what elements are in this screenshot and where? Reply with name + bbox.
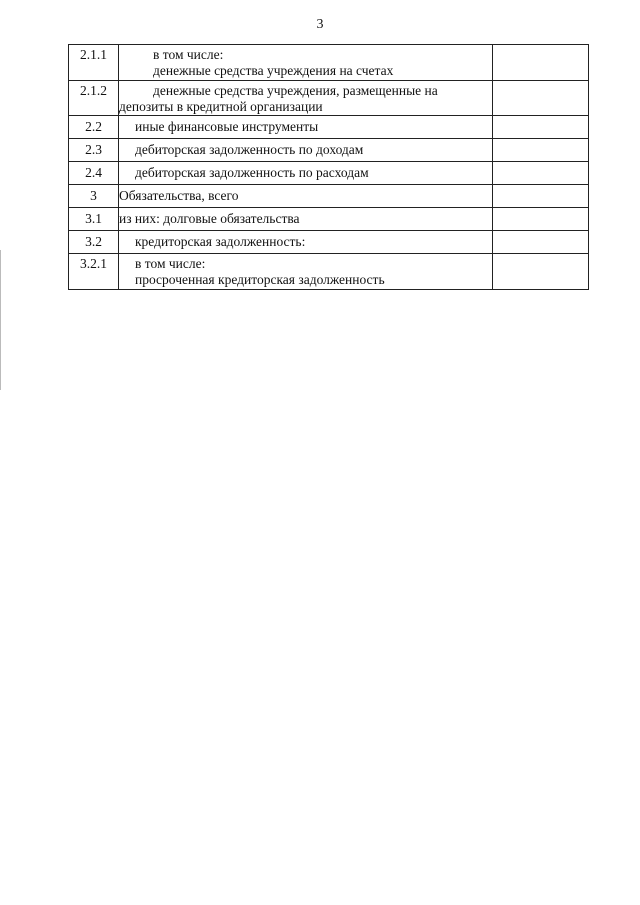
table-row: [69, 81, 589, 116]
scan-edge-mark: [0, 250, 1, 390]
value-cell: [493, 254, 589, 290]
table-row: [69, 162, 589, 185]
row-label-line: просроченная кредиторская задолженность: [135, 272, 385, 287]
row-number: 2.2: [69, 116, 119, 139]
row-number: 2.3: [69, 139, 119, 162]
value-cell: [493, 231, 589, 254]
row-label: [119, 162, 493, 185]
row-label-line: в том числе:: [135, 256, 206, 271]
value-cell: [493, 81, 589, 116]
row-number: 3: [69, 185, 119, 208]
row-label: [119, 45, 493, 81]
row-label: [119, 254, 493, 290]
row-label-line: из них: долговые обязательства: [119, 211, 300, 226]
page-number: 3: [316, 17, 324, 32]
row-label: [119, 208, 493, 231]
value-cell: [493, 162, 589, 185]
row-number: 2.1.2: [69, 81, 119, 116]
row-label: [119, 231, 493, 254]
table-row: [69, 254, 589, 290]
value-cell: [493, 185, 589, 208]
row-label-line: дебиторская задолженность по расходам: [135, 165, 369, 180]
row-label-line: депозиты в кредитной организации: [119, 99, 323, 114]
table-row: [69, 139, 589, 162]
row-label-line: в том числе:: [153, 47, 224, 62]
value-cell: [493, 116, 589, 139]
row-label-line: денежные средства учреждения на счетах: [153, 63, 394, 78]
table-row: [69, 45, 589, 81]
row-number: 3.2.1: [69, 254, 119, 290]
row-label-line: денежные средства учреждения, размещенные на: [153, 83, 438, 98]
financial-indicators-table: [68, 44, 589, 290]
value-cell: [493, 139, 589, 162]
row-number: 3.2: [69, 231, 119, 254]
row-label: [119, 81, 493, 116]
row-number: 2.1.1: [69, 45, 119, 81]
value-cell: [493, 45, 589, 81]
value-cell: [493, 208, 589, 231]
row-label: [119, 139, 493, 162]
row-label-line: Обязательства, всего: [119, 188, 239, 203]
row-number: 3.1: [69, 208, 119, 231]
table-row: [69, 185, 589, 208]
table-row: [69, 116, 589, 139]
row-label-line: иные финансовые инструменты: [135, 119, 319, 134]
row-number: 2.4: [69, 162, 119, 185]
row-label: [119, 185, 493, 208]
row-label-line: кредиторская задолженность:: [135, 234, 306, 249]
table-row: [69, 208, 589, 231]
row-label: [119, 116, 493, 139]
table-row: [69, 231, 589, 254]
row-label-line: дебиторская задолженность по доходам: [135, 142, 364, 157]
